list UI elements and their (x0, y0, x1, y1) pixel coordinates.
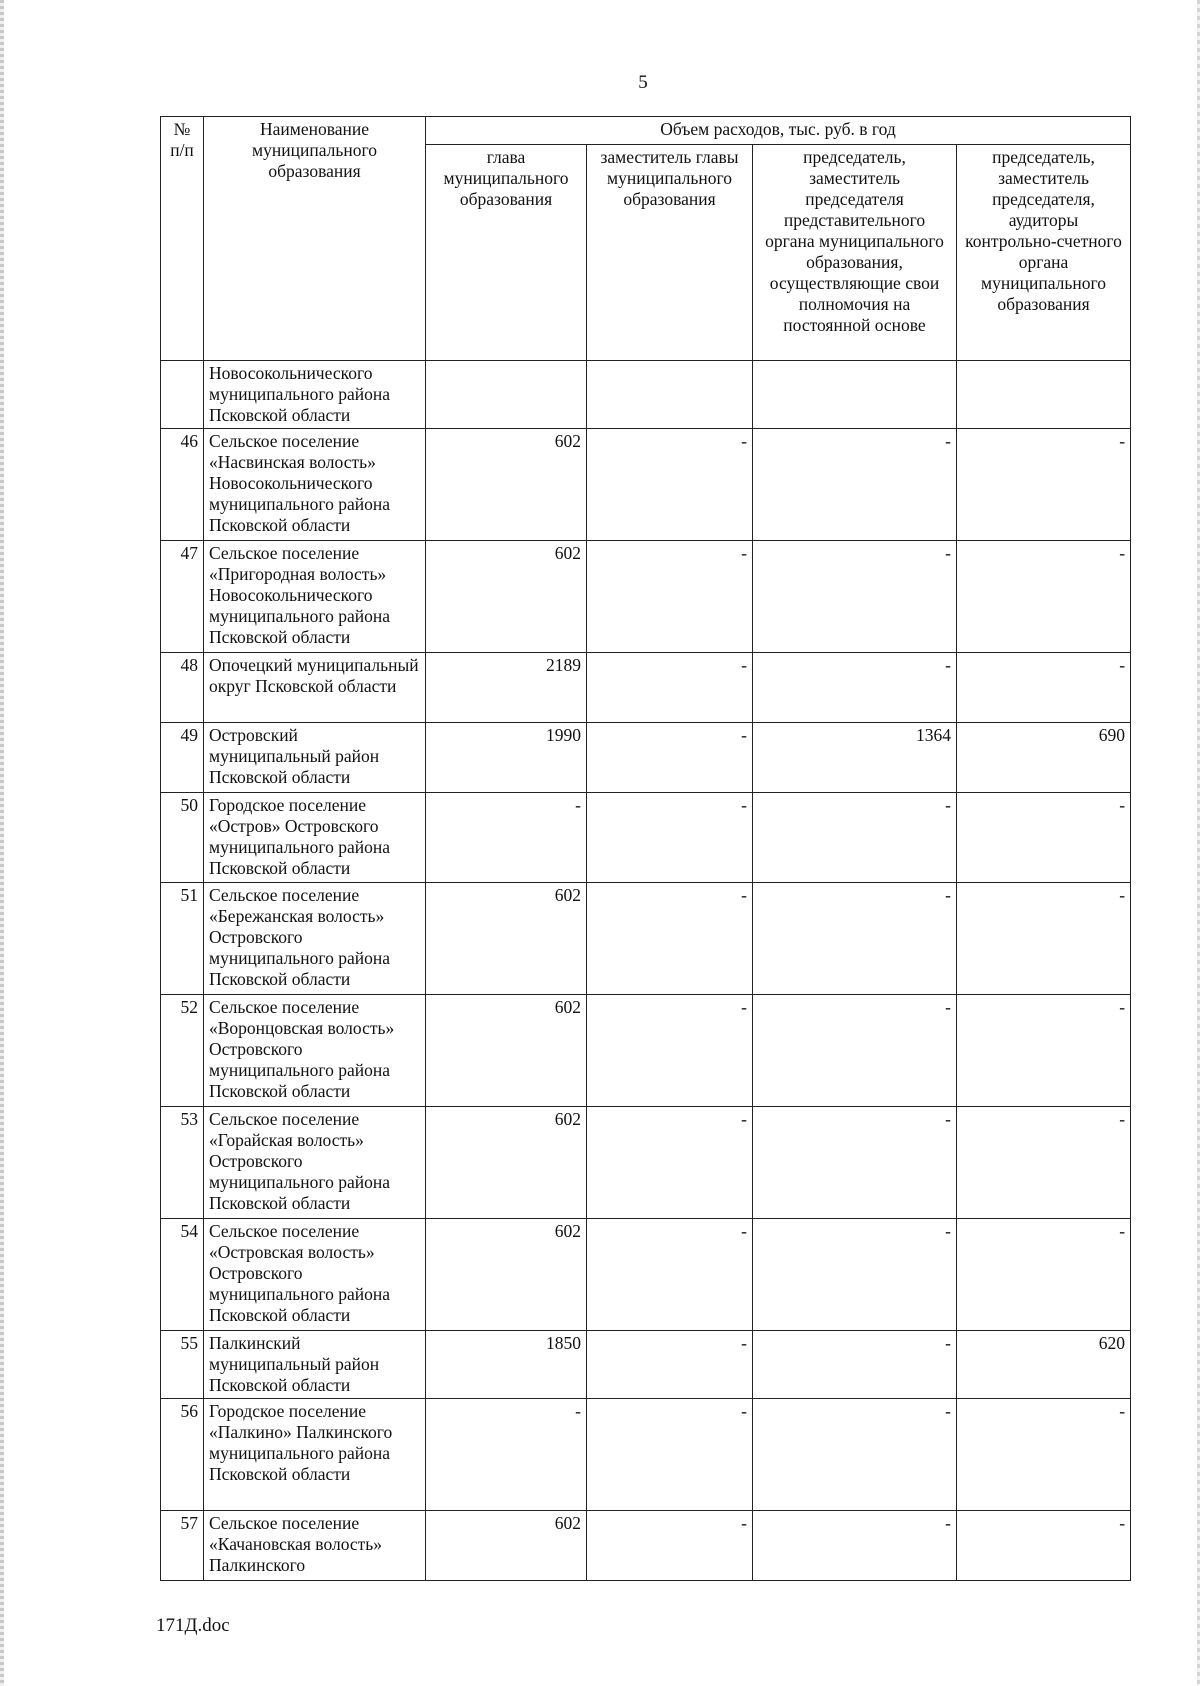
row-representative-expense: - (753, 653, 957, 723)
row-head-expense: - (426, 793, 587, 883)
row-number: 47 (161, 541, 204, 653)
row-audit-expense: - (957, 995, 1131, 1107)
row-number (161, 361, 204, 429)
table-row (161, 541, 1131, 653)
table-body (161, 361, 1131, 1581)
row-name: Сельское поселение «Пригородная волость» Новосокольнического муниципального района Псковской области (204, 541, 426, 653)
row-name: Островский муниципальный район Псковской области (204, 723, 426, 793)
row-representative-expense: - (753, 1219, 957, 1331)
row-representative-expense: - (753, 1331, 957, 1399)
row-name: Городское поселение «Остров» Островского муниципального района Псковской области (204, 793, 426, 883)
row-number: 51 (161, 883, 204, 995)
row-name: Городское поселение «Палкино» Палкинского муниципального района Псковской области (204, 1399, 426, 1511)
row-head-expense: 602 (426, 1107, 587, 1219)
header-head: глава муниципального образования (426, 145, 587, 361)
page-number: 5 (638, 72, 648, 93)
row-deputy-expense (587, 361, 753, 429)
table-row (161, 1219, 1131, 1331)
row-number: 56 (161, 1399, 204, 1511)
row-deputy-expense: - (587, 1331, 753, 1399)
row-number: 52 (161, 995, 204, 1107)
row-audit-expense: - (957, 883, 1131, 995)
row-number: 53 (161, 1107, 204, 1219)
row-head-expense: 602 (426, 429, 587, 541)
row-audit-expense: 690 (957, 723, 1131, 793)
header-audit-body: председатель, заместитель председателя, аудиторы контрольно-счетного органа муниципального образования (957, 145, 1131, 361)
row-name: Сельское поселение «Бережанская волость» Островского муниципального района Псковской области (204, 883, 426, 995)
table-row (161, 653, 1131, 723)
row-head-expense: 1990 (426, 723, 587, 793)
header-name: Наименование муниципального образования (204, 117, 426, 361)
row-deputy-expense: - (587, 1219, 753, 1331)
table-row (161, 793, 1131, 883)
scan-edge-left (0, 0, 4, 1686)
row-audit-expense (957, 361, 1131, 429)
row-head-expense: 602 (426, 1511, 587, 1581)
row-representative-expense: - (753, 793, 957, 883)
row-audit-expense: - (957, 541, 1131, 653)
row-head-expense: 602 (426, 995, 587, 1107)
footer-filename: 171Д.doc (156, 1615, 230, 1636)
row-number: 57 (161, 1511, 204, 1581)
row-head-expense: - (426, 1399, 587, 1511)
row-representative-expense: - (753, 429, 957, 541)
row-number: 46 (161, 429, 204, 541)
table-row (161, 1107, 1131, 1219)
row-representative-expense: - (753, 1399, 957, 1511)
row-name: Сельское поселение «Воронцовская волость» Островского муниципального района Псковской области (204, 995, 426, 1107)
row-audit-expense: - (957, 1399, 1131, 1511)
row-head-expense (426, 361, 587, 429)
row-number: 55 (161, 1331, 204, 1399)
row-deputy-expense: - (587, 541, 753, 653)
table-header (161, 117, 1131, 361)
header-num: № п/п (161, 117, 204, 361)
table-row (161, 995, 1131, 1107)
table-row (161, 883, 1131, 995)
row-name: Сельское поселение «Горайская волость» Островского муниципального района Псковской области (204, 1107, 426, 1219)
row-head-expense: 1850 (426, 1331, 587, 1399)
header-expense-group: Объем расходов, тыс. руб. в год (426, 117, 1131, 145)
row-deputy-expense: - (587, 1399, 753, 1511)
header-deputy-head: заместитель главы муниципального образования (587, 145, 753, 361)
row-number: 48 (161, 653, 204, 723)
row-deputy-expense: - (587, 653, 753, 723)
table-row (161, 1399, 1131, 1511)
row-head-expense: 602 (426, 1219, 587, 1331)
row-name: Сельское поселение «Насвинская волость» Новосокольнического муниципального района Псковской области (204, 429, 426, 541)
row-head-expense: 2189 (426, 653, 587, 723)
row-representative-expense: - (753, 1511, 957, 1581)
row-audit-expense: - (957, 1511, 1131, 1581)
row-number: 54 (161, 1219, 204, 1331)
table-row (161, 1331, 1131, 1399)
table-row (161, 1511, 1131, 1581)
row-name: Сельское поселение «Островская волость» Островского муниципального района Псковской области (204, 1219, 426, 1331)
table-row (161, 429, 1131, 541)
table-row (161, 723, 1131, 793)
row-deputy-expense: - (587, 995, 753, 1107)
row-deputy-expense: - (587, 1511, 753, 1581)
row-deputy-expense: - (587, 883, 753, 995)
row-audit-expense: - (957, 1219, 1131, 1331)
row-audit-expense: 620 (957, 1331, 1131, 1399)
row-representative-expense: - (753, 541, 957, 653)
row-name: Новосокольнического муниципального района Псковской области (204, 361, 426, 429)
row-audit-expense: - (957, 1107, 1131, 1219)
row-audit-expense: - (957, 653, 1131, 723)
row-head-expense: 602 (426, 883, 587, 995)
row-deputy-expense: - (587, 723, 753, 793)
row-representative-expense (753, 361, 957, 429)
row-audit-expense: - (957, 429, 1131, 541)
row-name: Сельское поселение «Качановская волость» Палкинского (204, 1511, 426, 1581)
row-representative-expense: - (753, 883, 957, 995)
row-audit-expense: - (957, 793, 1131, 883)
row-number: 49 (161, 723, 204, 793)
row-deputy-expense: - (587, 429, 753, 541)
header-representative-body: председатель, заместитель председателя представительного органа муниципального образования, осуществляющие свои полномочия на постоянной основе (753, 145, 957, 361)
row-representative-expense: 1364 (753, 723, 957, 793)
table-row (161, 361, 1131, 429)
row-representative-expense: - (753, 1107, 957, 1219)
row-representative-expense: - (753, 995, 957, 1107)
row-name: Опочецкий муниципальный округ Псковской области (204, 653, 426, 723)
row-name: Палкинский муниципальный район Псковской области (204, 1331, 426, 1399)
row-deputy-expense: - (587, 793, 753, 883)
row-number: 50 (161, 793, 204, 883)
expense-table (160, 116, 1131, 1581)
row-head-expense: 602 (426, 541, 587, 653)
row-deputy-expense: - (587, 1107, 753, 1219)
